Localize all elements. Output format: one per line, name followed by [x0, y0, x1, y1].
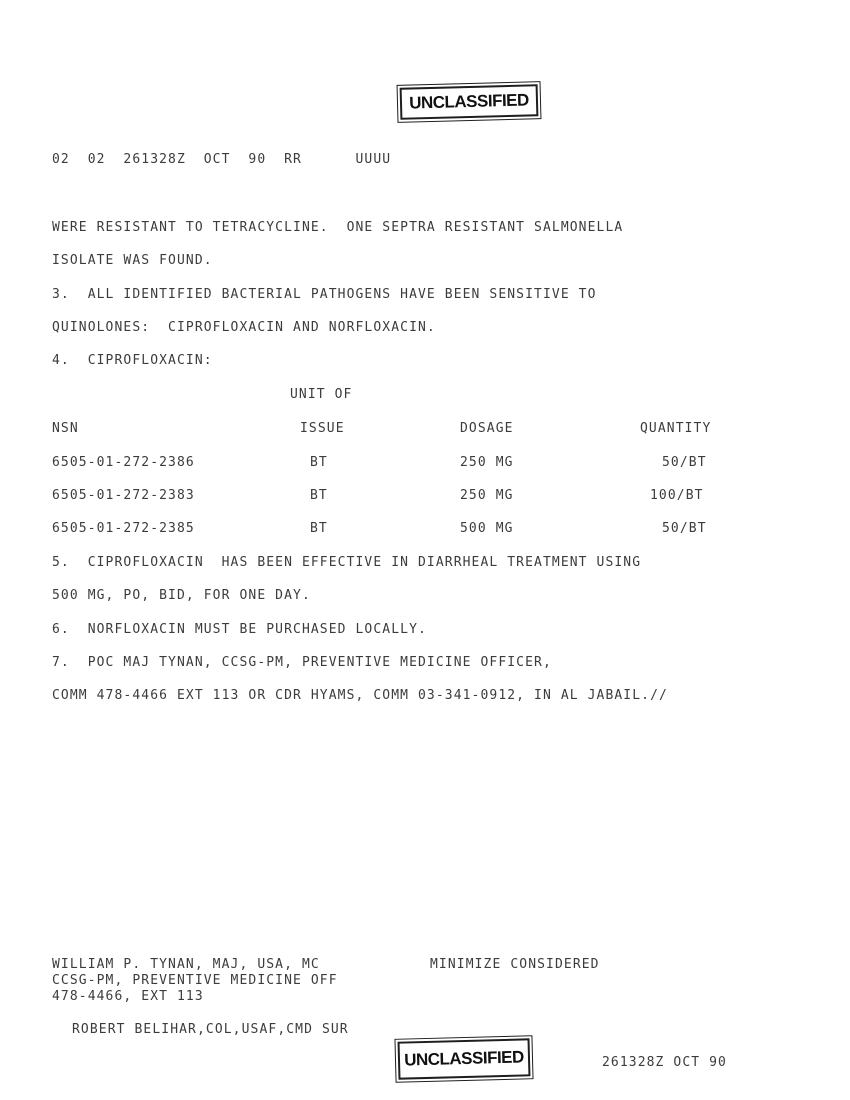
table-cell-quantity: 50/BT [662, 455, 707, 470]
table-cell-dosage: 500 MG [460, 521, 514, 536]
table-header-dosage: DOSAGE [460, 421, 514, 436]
body-line-10: COMM 478-4466 EXT 113 OR CDR HYAMS, COMM 03-341-0912, IN AL JABAIL.// [52, 688, 668, 703]
minimize-considered: MINIMIZE CONSIDERED [430, 957, 600, 972]
body-line-7: 500 MG, PO, BID, FOR ONE DAY. [52, 588, 311, 603]
table-cell-issue: BT [310, 488, 328, 503]
table-cell-quantity: 50/BT [662, 521, 707, 536]
body-line-3: 3. ALL IDENTIFIED BACTERIAL PATHOGENS HAVE BEEN SENSITIVE TO [52, 287, 597, 302]
table-cell-nsn: 6505-01-272-2386 [52, 455, 195, 470]
table-cell-nsn: 6505-01-272-2385 [52, 521, 195, 536]
body-line-4: QUINOLONES: CIPROFLOXACIN AND NORFLOXACIN. [52, 320, 436, 335]
body-line-1: WERE RESISTANT TO TETRACYCLINE. ONE SEPTRA RESISTANT SALMONELLA [52, 220, 624, 235]
body-line-5: 4. CIPROFLOXACIN: [52, 353, 213, 368]
message-header-line: 02 02 261328Z OCT 90 RR UUUU [52, 152, 392, 167]
table-cell-quantity: 100/BT [650, 488, 704, 503]
table-header-unit-of: UNIT OF [290, 387, 353, 402]
table-cell-issue: BT [310, 455, 328, 470]
classification-stamp-top: UNCLASSIFIED [400, 84, 539, 120]
body-line-6: 5. CIPROFLOXACIN HAS BEEN EFFECTIVE IN DIARRHEAL TREATMENT USING [52, 555, 642, 570]
table-cell-nsn: 6505-01-272-2383 [52, 488, 195, 503]
table-cell-dosage: 250 MG [460, 488, 514, 503]
signature-phone: 478-4466, EXT 113 [52, 989, 204, 1004]
signature-office: CCSG-PM, PREVENTIVE MEDICINE OFF [52, 973, 338, 988]
table-cell-dosage: 250 MG [460, 455, 514, 470]
date-time-group: 261328Z OCT 90 [602, 1055, 727, 1070]
signature-name: WILLIAM P. TYNAN, MAJ, USA, MC [52, 957, 320, 972]
releasing-officer: ROBERT BELIHAR,COL,USAF,CMD SUR [72, 1022, 349, 1037]
body-line-2: ISOLATE WAS FOUND. [52, 253, 213, 268]
table-header-quantity: QUANTITY [640, 421, 712, 436]
body-line-8: 6. NORFLOXACIN MUST BE PURCHASED LOCALLY. [52, 622, 427, 637]
body-line-9: 7. POC MAJ TYNAN, CCSG-PM, PREVENTIVE MEDICINE OFFICER, [52, 655, 552, 670]
table-header-issue: ISSUE [300, 421, 345, 436]
table-cell-issue: BT [310, 521, 328, 536]
classification-stamp-bottom: UNCLASSIFIED [398, 1038, 531, 1079]
table-header-nsn: NSN [52, 421, 79, 436]
